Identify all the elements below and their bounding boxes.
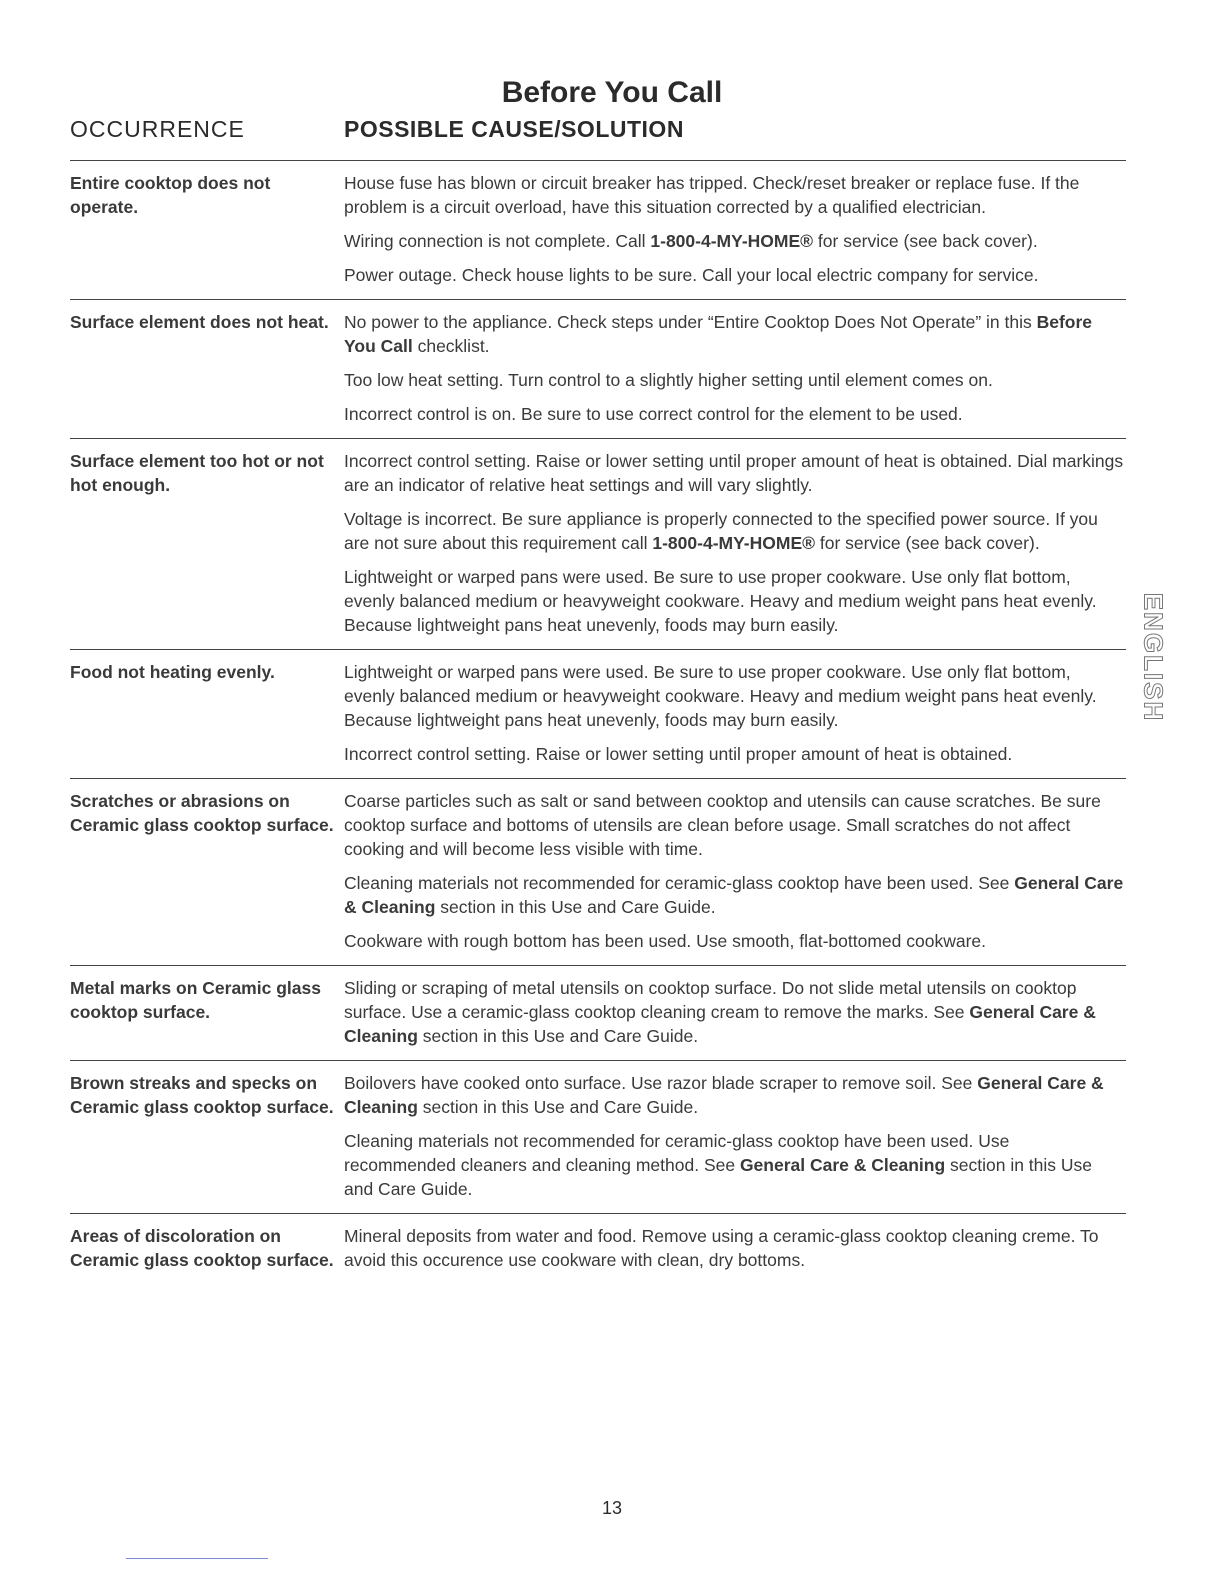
table-row — [70, 160, 1126, 299]
occurrence-cell: Surface element too hot or not hot enough. — [70, 451, 324, 495]
table-row — [70, 778, 1126, 965]
solution-text: section in this Use and Care Guide. — [344, 1155, 1093, 1199]
solution-cell — [344, 1071, 1126, 1201]
solution-text: Wiring connection is not complete. Call — [344, 231, 651, 251]
solution-cell — [344, 310, 1126, 426]
solution-text: section in this Use and Care Guide. — [417, 1097, 699, 1117]
solution-cell — [344, 449, 1126, 637]
solution-text: Sliding or scraping of metal utensils on cooktop surface. Do not slide metal utensils on cooktop surface. Use a ceramic-glass cooktop cleaning cream to remove the marks. See — [344, 978, 1077, 1022]
occurrence-cell: Scratches or abrasions on Ceramic glass cooktop surface. — [70, 791, 334, 835]
occurrence-column-header: OCCURRENCE — [70, 116, 245, 142]
table-row — [70, 299, 1126, 438]
solution-text: Too low heat setting. Turn control to a slightly higher setting until element comes on. — [344, 370, 993, 390]
table-row — [70, 1213, 1126, 1284]
solution-paragraph — [344, 449, 1126, 497]
solution-paragraph — [344, 229, 1126, 253]
solution-text: Incorrect control setting. Raise or lower setting until proper amount of heat is obtained. Dial markings are an indicator of relative heat settings and will vary slightly. — [344, 451, 1124, 495]
solution-text: for service (see back cover). — [813, 231, 1038, 251]
solution-text: checklist. — [412, 336, 490, 356]
solution-emphasis: Before You Call — [344, 312, 1093, 356]
solution-text: House fuse has blown or circuit breaker has tripped. Check/reset breaker or replace fuse. If the problem is a circuit overload, have this situation corrected by a qualified electrician. — [344, 173, 1080, 217]
solution-text: section in this Use and Care Guide. — [417, 1026, 699, 1046]
occurrence-cell: Surface element does not heat. — [70, 312, 329, 332]
solution-emphasis: 1-800-4-MY-HOME® — [652, 533, 816, 553]
side-tab-label: ENGLISH — [1138, 592, 1169, 722]
troubleshooting-table — [70, 160, 1126, 1284]
solution-text: Cleaning materials not recommended for ceramic-glass cooktop have been used. Use recommended cleaners and cleaning method. See — [344, 1131, 1010, 1175]
solution-paragraph — [344, 1224, 1126, 1272]
occurrence-cell: Entire cooktop does not operate. — [70, 173, 271, 217]
solution-text: Lightweight or warped pans were used. Be sure to use proper cookware. Use only flat bottom, evenly balanced medium or heavyweight cookware. Heavy and medium weight pans heat evenly. Because lightweight pans heat unevenly, foods may burn easily. — [344, 662, 1097, 730]
solution-paragraph — [344, 1129, 1126, 1201]
solution-paragraph — [344, 310, 1126, 358]
occurrence-cell: Metal marks on Ceramic glass cooktop surface. — [70, 978, 321, 1022]
solution-paragraph — [344, 871, 1126, 919]
solution-paragraph — [344, 565, 1126, 637]
solution-text: No power to the appliance. Check steps under “Entire Cooktop Does Not Operate” in this — [344, 312, 1037, 332]
solution-paragraph — [344, 1071, 1126, 1119]
occurrence-cell: Brown streaks and specks on Ceramic glass cooktop surface. — [70, 1073, 334, 1117]
page-title: Before You Call — [501, 76, 723, 109]
solution-paragraph — [344, 507, 1126, 555]
solution-text: Mineral deposits from water and food. Remove using a ceramic-glass cooktop cleaning creme. To avoid this occurence use cookware with clean, dry bottoms. — [344, 1226, 1099, 1270]
solution-text: Cookware with rough bottom has been used. Use smooth, flat-bottomed cookware. — [344, 931, 987, 951]
solution-paragraph — [344, 976, 1126, 1048]
solution-text: Incorrect control setting. Raise or lower setting until proper amount of heat is obtained. — [344, 744, 1013, 764]
solution-cell — [344, 789, 1126, 953]
solution-emphasis: 1-800-4-MY-HOME® — [650, 231, 814, 251]
footer-divider — [126, 1558, 268, 1559]
solution-text: Cleaning materials not recommended for ceramic-glass cooktop have been used. See — [344, 873, 1015, 893]
page-number: 13 — [601, 1498, 623, 1518]
solution-emphasis: General Care & Cleaning — [344, 1002, 1096, 1046]
language-side-tab — [1138, 592, 1168, 722]
solution-paragraph — [344, 789, 1126, 861]
solution-emphasis: General Care & Cleaning — [344, 873, 1124, 917]
table-row — [70, 438, 1126, 649]
solution-paragraph — [344, 263, 1126, 287]
solution-text: Boilovers have cooked onto surface. Use razor blade scraper to remove soil. See — [344, 1073, 978, 1093]
solution-cell — [344, 976, 1126, 1048]
solution-paragraph — [344, 402, 1126, 426]
solution-text: Voltage is incorrect. Be sure appliance is properly connected to the specified power source. If you are not sure about this requirement call — [344, 509, 1098, 553]
occurrence-cell: Areas of discoloration on Ceramic glass cooktop surface. — [70, 1226, 334, 1270]
solution-text: Coarse particles such as salt or sand between cooktop and utensils can cause scratches. Be sure cooktop surface and bottoms of utensils are clean before usage. Small scratches do not affect cooking and will become less visible with time. — [344, 791, 1101, 859]
solution-text: Incorrect control is on. Be sure to use correct control for the element to be used. — [344, 404, 963, 424]
solution-paragraph — [344, 929, 1126, 953]
table-row — [70, 649, 1126, 778]
occurrence-cell: Food not heating evenly. — [70, 662, 275, 682]
solution-paragraph — [344, 742, 1126, 766]
cause-column-header: POSSIBLE CAUSE/SOLUTION — [344, 116, 684, 142]
table-row — [70, 965, 1126, 1060]
solution-cell — [344, 660, 1126, 766]
solution-emphasis: General Care & Cleaning — [344, 1073, 1104, 1117]
solution-text: Power outage. Check house lights to be sure. Call your local electric company for service. — [344, 265, 1039, 285]
solution-text: for service (see back cover). — [815, 533, 1040, 553]
solution-cell — [344, 1224, 1126, 1272]
solution-paragraph — [344, 171, 1126, 219]
table-row — [70, 1060, 1126, 1213]
solution-paragraph — [344, 660, 1126, 732]
solution-text: Lightweight or warped pans were used. Be sure to use proper cookware. Use only flat bottom, evenly balanced medium or heavyweight cookware. Heavy and medium weight pans heat evenly. Because lightweight pans heat unevenly, foods may burn easily. — [344, 567, 1097, 635]
solution-cell — [344, 171, 1126, 287]
solution-emphasis: General Care & Cleaning — [739, 1155, 946, 1175]
solution-text: section in this Use and Care Guide. — [435, 897, 716, 917]
solution-paragraph — [344, 368, 1126, 392]
